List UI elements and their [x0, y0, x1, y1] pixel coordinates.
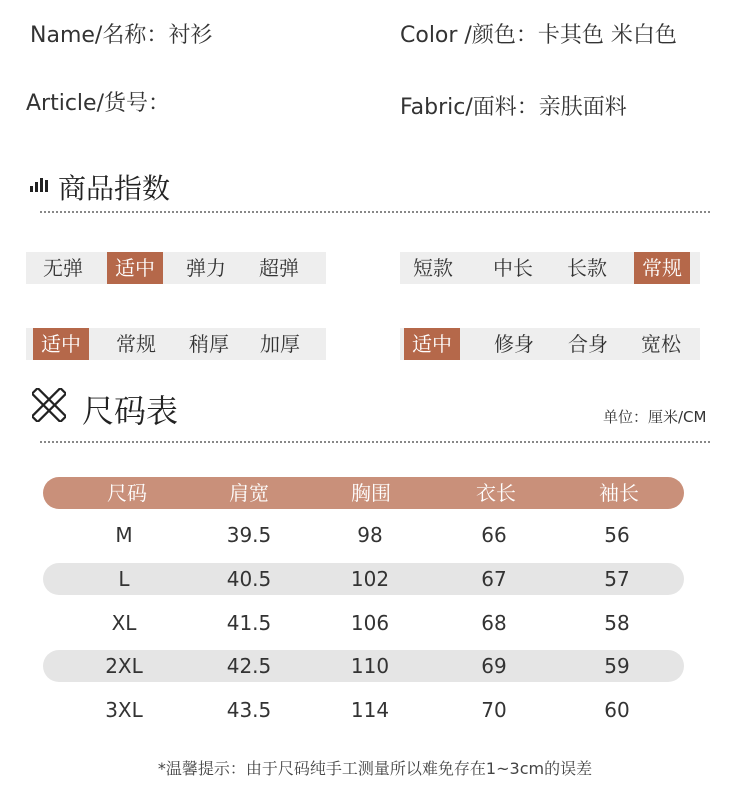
size-table-cell: 69 [481, 654, 507, 678]
attr-item: 无弹 [43, 256, 83, 280]
product-name: Name/名称：衬衫 [30, 23, 213, 48]
attr-item: 加厚 [260, 332, 300, 356]
attr-item: 超弹 [259, 256, 299, 280]
attr-item-selected: 适中 [107, 252, 163, 284]
attr-group-length [400, 252, 700, 284]
size-table-cell: 66 [481, 523, 507, 547]
size-table-header-cell: 胸围 [351, 481, 391, 505]
size-table-header-cell: 尺码 [107, 481, 147, 505]
size-table-cell: 42.5 [226, 654, 272, 678]
size-table-cell: M [115, 523, 133, 547]
product-fabric: Fabric/面料：亲肤面料 [400, 95, 627, 120]
size-table-cell: 43.5 [226, 698, 272, 722]
size-table-cell: 58 [604, 611, 630, 635]
size-table-cell: 41.5 [226, 611, 272, 635]
size-table-cell: 56 [604, 523, 630, 547]
attr-item: 弹力 [186, 256, 226, 280]
size-table-cell: L [118, 567, 130, 591]
attr-item: 常规 [116, 332, 156, 356]
size-table-cell: 70 [481, 698, 507, 722]
size-table-cell: 114 [350, 698, 390, 722]
size-table-header-cell: 袖长 [599, 481, 639, 505]
size-table-cell: 2XL [105, 654, 143, 678]
bar-chart-icon [30, 178, 50, 192]
section-divider [40, 211, 710, 213]
size-table-cell: 3XL [105, 698, 143, 722]
attr-item: 中长 [493, 256, 533, 280]
size-table-cell: 110 [350, 654, 390, 678]
ruler-pencil-icon [32, 388, 66, 422]
size-section-title: 尺码表 [82, 392, 179, 430]
product-article: Article/货号： [26, 91, 170, 116]
attr-group-elasticity [26, 252, 326, 284]
attr-item: 修身 [494, 332, 534, 356]
size-table-cell: 67 [481, 567, 507, 591]
attr-item-selected: 适中 [33, 328, 89, 360]
attr-item: 宽松 [641, 332, 681, 356]
attr-group-fit [400, 328, 700, 360]
size-table-cell: 102 [350, 567, 390, 591]
size-table-cell: 68 [481, 611, 507, 635]
size-table-cell: 106 [350, 611, 390, 635]
size-table-cell: 57 [604, 567, 630, 591]
attr-item: 合身 [568, 332, 608, 356]
attr-group-thickness [26, 328, 326, 360]
index-section-title: 商品指数 [58, 172, 171, 205]
size-table-cell: 39.5 [226, 523, 272, 547]
measurement-note: *温馨提示：由于尺码纯手工测量所以难免存在1~3cm的误差 [157, 759, 593, 778]
section-divider [40, 441, 710, 443]
attr-item-selected: 常规 [634, 252, 690, 284]
size-table-cell: 60 [604, 698, 630, 722]
size-table-cell: 40.5 [226, 567, 272, 591]
size-table-cell: 59 [604, 654, 630, 678]
attr-item-selected: 适中 [404, 328, 460, 360]
unit-label: 单位：厘米/CM [603, 408, 707, 426]
product-color: Color /颜色：卡其色 米白色 [400, 23, 677, 48]
size-table-cell: XL [111, 611, 137, 635]
size-table-header-cell: 肩宽 [229, 481, 269, 505]
attr-item: 短款 [413, 256, 453, 280]
attr-item: 长款 [567, 256, 607, 280]
size-table-header-cell: 衣长 [476, 481, 516, 505]
size-table-cell: 98 [357, 523, 383, 547]
attr-item: 稍厚 [189, 332, 229, 356]
